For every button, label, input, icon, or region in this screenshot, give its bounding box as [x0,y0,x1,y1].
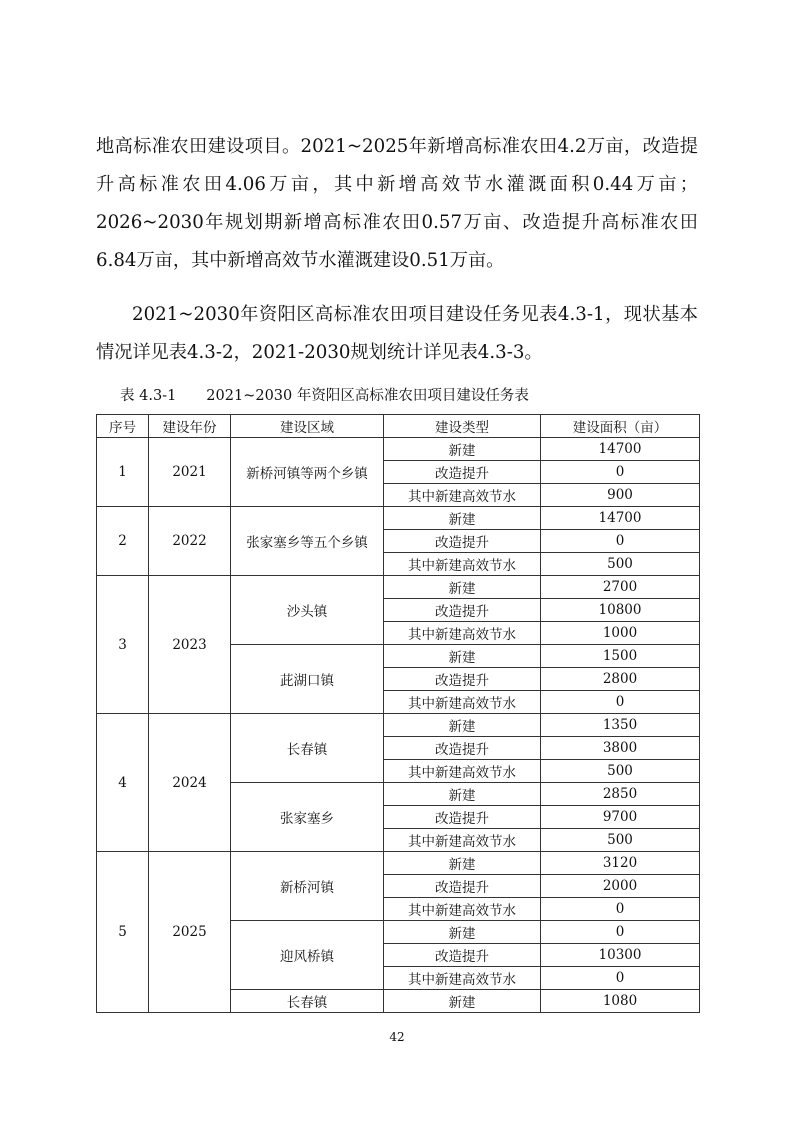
type-cell: 其中新建高效节水 [384,898,541,921]
year-cell: 2021 [149,438,231,507]
table-row [97,576,700,599]
table-header-row [97,415,700,438]
construction-task-table [96,414,700,1013]
region-cell: 张家塞乡 [231,783,384,852]
area-cell: 2850 [541,783,700,806]
table-body [97,438,700,1013]
header-construction-type: 建设类型 [384,415,541,438]
serial-number-cell: 5 [97,852,149,1013]
area-cell: 9700 [541,806,700,829]
type-cell: 新建 [384,714,541,737]
region-cell: 新桥河镇等两个乡镇 [231,438,384,507]
area-cell: 1080 [541,990,700,1013]
type-cell: 其中新建高效节水 [384,484,541,507]
area-cell: 1350 [541,714,700,737]
table-row [97,852,700,875]
page-number: 42 [389,1030,405,1044]
serial-number-cell: 1 [97,438,149,507]
area-cell: 14700 [541,507,700,530]
header-serial-number: 序号 [97,415,149,438]
table-caption [120,384,529,405]
header-construction-area: 建设面积（亩） [541,415,700,438]
type-cell: 其中新建高效节水 [384,967,541,990]
type-cell: 改造提升 [384,875,541,898]
region-cell: 张家塞乡等五个乡镇 [231,507,384,576]
year-cell: 2022 [149,507,231,576]
serial-number-cell: 4 [97,714,149,852]
type-cell: 新建 [384,576,541,599]
type-cell: 改造提升 [384,599,541,622]
area-cell: 0 [541,530,700,553]
type-cell: 改造提升 [384,530,541,553]
region-cell: 长春镇 [231,714,384,783]
type-cell: 新建 [384,990,541,1013]
type-cell: 改造提升 [384,737,541,760]
area-cell: 500 [541,829,700,852]
header-construction-year: 建设年份 [149,415,231,438]
area-cell: 1500 [541,645,700,668]
body-paragraph-2: 2021~2030年资阳区高标准农田项目建设任务见表4.3-1，现状基本情况详见表4.3-2，2021-2030规划统计详见表4.3-3。 [96,304,698,363]
type-cell: 新建 [384,507,541,530]
type-cell: 其中新建高效节水 [384,691,541,714]
area-cell: 2800 [541,668,700,691]
table-caption-number: 表 4.3-1 [120,388,177,404]
area-cell: 10800 [541,599,700,622]
type-cell: 新建 [384,438,541,461]
area-cell: 10300 [541,944,700,967]
type-cell: 其中新建高效节水 [384,622,541,645]
region-cell: 茈湖口镇 [231,645,384,714]
type-cell: 其中新建高效节水 [384,829,541,852]
table-row [97,438,700,461]
type-cell: 新建 [384,921,541,944]
type-cell: 新建 [384,783,541,806]
area-cell: 0 [541,921,700,944]
body-paragraph-1: 地高标准农田建设项目。2021~2025年新增高标准农田4.2万亩，改造提升高标准农田4.06万亩，其中新增高效节水灌溉面积0.44万亩；2026~2030年规划期新增高标准农田0.57万亩、改造提升高标准农田6.84万亩，其中新增高效节水灌溉建设0.51万亩。 [96,136,698,271]
area-cell: 1000 [541,622,700,645]
type-cell: 改造提升 [384,461,541,484]
area-cell: 500 [541,760,700,783]
area-cell: 0 [541,461,700,484]
area-cell: 0 [541,898,700,921]
area-cell: 0 [541,691,700,714]
type-cell: 新建 [384,645,541,668]
type-cell: 新建 [384,852,541,875]
type-cell: 改造提升 [384,668,541,691]
type-cell: 其中新建高效节水 [384,760,541,783]
table-row [97,507,700,530]
year-cell: 2024 [149,714,231,852]
area-cell: 500 [541,553,700,576]
table-caption-title: 2021~2030 年资阳区高标准农田项目建设任务表 [206,388,529,404]
year-cell: 2023 [149,576,231,714]
area-cell: 14700 [541,438,700,461]
serial-number-cell: 2 [97,507,149,576]
area-cell: 2700 [541,576,700,599]
type-cell: 改造提升 [384,806,541,829]
serial-number-cell: 3 [97,576,149,714]
type-cell: 改造提升 [384,944,541,967]
area-cell: 900 [541,484,700,507]
type-cell: 其中新建高效节水 [384,553,541,576]
header-construction-region: 建设区域 [231,415,384,438]
region-cell: 新桥河镇 [231,852,384,921]
area-cell: 0 [541,967,700,990]
year-cell: 2025 [149,852,231,1013]
region-cell: 沙头镇 [231,576,384,645]
area-cell: 3120 [541,852,700,875]
area-cell: 2000 [541,875,700,898]
region-cell: 迎风桥镇 [231,921,384,990]
table-row [97,714,700,737]
region-cell: 长春镇 [231,990,384,1013]
area-cell: 3800 [541,737,700,760]
